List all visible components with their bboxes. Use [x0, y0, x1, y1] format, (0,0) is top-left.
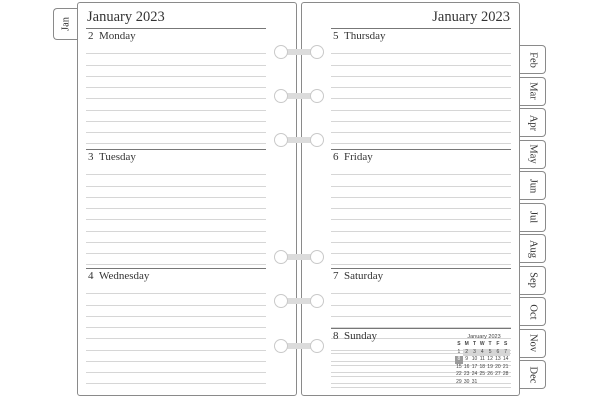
tab-label: May — [527, 144, 538, 164]
day-header — [331, 149, 511, 164]
note-line[interactable] — [86, 111, 266, 122]
mini-calendar — [455, 333, 513, 386]
mini-calendar-day: 1 — [457, 348, 461, 355]
binder-ring — [274, 89, 324, 103]
note-line[interactable] — [331, 43, 511, 54]
mini-calendar-day: 20 — [495, 363, 501, 370]
day-number: 8 — [333, 330, 339, 342]
mini-calendar-day: 19 — [487, 363, 493, 370]
day-header — [86, 149, 266, 164]
note-line[interactable] — [86, 283, 266, 294]
mini-calendar-day: 12 — [487, 356, 493, 362]
day-name: Sunday — [344, 330, 377, 342]
mini-calendar-day: 17 — [471, 363, 478, 370]
note-line[interactable] — [86, 66, 266, 77]
left-page — [77, 2, 297, 396]
note-line[interactable] — [331, 306, 511, 317]
mini-calendar-day: 18 — [479, 363, 486, 370]
note-line[interactable] — [331, 99, 511, 110]
mini-calendar-day — [486, 379, 494, 387]
mini-calendar-day: 26 — [487, 371, 493, 377]
mini-calendar-day: 21 — [502, 363, 509, 370]
left-page-title: January 2023 — [87, 9, 165, 25]
tab-label: Aug — [527, 239, 538, 258]
note-line[interactable] — [86, 164, 266, 175]
mini-calendar-day: 28 — [502, 371, 509, 377]
day-name: Monday — [99, 30, 136, 42]
day-section-thursday — [331, 29, 511, 144]
mini-calendar-weekday: T — [472, 341, 477, 347]
note-line[interactable] — [331, 66, 511, 77]
note-line[interactable] — [86, 362, 266, 373]
note-line[interactable] — [86, 209, 266, 220]
note-line[interactable] — [86, 175, 266, 186]
mini-calendar-day: 23 — [463, 371, 470, 377]
mini-calendar-day: 13 — [495, 356, 501, 362]
tab-label: Jun — [527, 178, 538, 193]
note-line[interactable] — [331, 122, 511, 133]
mini-calendar-day: 3 — [471, 349, 479, 357]
note-line[interactable] — [86, 43, 266, 54]
note-line[interactable] — [331, 164, 511, 175]
note-lines[interactable] — [331, 164, 511, 265]
day-header — [331, 29, 511, 43]
day-name: Tuesday — [99, 151, 136, 163]
tab-jan-label: Jan — [60, 17, 71, 31]
mini-calendar-day: 9 — [465, 356, 469, 362]
note-line[interactable] — [86, 54, 266, 65]
note-line[interactable] — [86, 351, 266, 362]
note-line[interactable] — [331, 198, 511, 209]
mini-calendar-day — [478, 379, 486, 387]
day-header — [86, 29, 266, 43]
mini-calendar-grid — [455, 341, 513, 386]
tab-may[interactable] — [520, 140, 546, 169]
mini-calendar-day: 14 — [502, 356, 509, 362]
binder-ring — [274, 45, 324, 59]
note-line[interactable] — [86, 187, 266, 198]
day-number: 6 — [333, 151, 339, 163]
note-line[interactable] — [86, 243, 266, 254]
note-line[interactable] — [86, 88, 266, 99]
tab-aug[interactable] — [520, 234, 546, 263]
right-page-title: January 2023 — [432, 9, 510, 25]
day-name: Wednesday — [99, 270, 150, 282]
tab-label: Nov — [527, 333, 538, 353]
note-lines[interactable] — [86, 43, 266, 144]
mini-calendar-day: 22 — [456, 371, 462, 377]
mini-calendar-day: 11 — [479, 356, 485, 362]
note-line[interactable] — [86, 339, 266, 350]
note-line[interactable] — [86, 373, 266, 384]
tab-label: Feb — [527, 51, 538, 68]
note-line[interactable] — [86, 133, 266, 144]
tab-label: Mar — [527, 82, 538, 100]
note-line[interactable] — [331, 187, 511, 198]
note-line[interactable] — [86, 294, 266, 305]
mini-calendar-day: 10 — [471, 356, 478, 362]
note-line[interactable] — [331, 232, 511, 243]
mini-calendar-day: 30 — [463, 378, 470, 385]
mini-calendar-day — [502, 379, 510, 387]
note-line[interactable] — [86, 317, 266, 328]
tab-mar[interactable] — [520, 77, 546, 106]
day-number: 2 — [88, 30, 94, 42]
mini-calendar-day: 2 — [463, 349, 471, 357]
tab-label: Sep — [527, 272, 538, 288]
tab-nov[interactable] — [520, 329, 546, 358]
tab-sep[interactable] — [520, 266, 546, 295]
day-header — [86, 268, 266, 283]
mini-calendar-day: 16 — [463, 363, 470, 370]
mini-calendar-title: January 2023 — [467, 334, 501, 340]
day-header — [331, 268, 511, 283]
tab-oct[interactable] — [520, 297, 546, 326]
day-section-wednesday — [86, 268, 266, 384]
day-section-monday — [86, 29, 266, 144]
mini-calendar-weekday: F — [496, 341, 500, 347]
tab-label: Apr — [527, 114, 538, 131]
note-line[interactable] — [331, 133, 511, 144]
mini-calendar-day: 24 — [471, 371, 478, 377]
note-line[interactable] — [331, 294, 511, 305]
day-section-tuesday — [86, 149, 266, 265]
mini-calendar-day: 6 — [494, 349, 502, 357]
note-line[interactable] — [86, 99, 266, 110]
mini-calendar-day — [494, 379, 502, 387]
tab-label: Jul — [527, 210, 538, 224]
day-section-friday — [331, 149, 511, 265]
day-number: 7 — [333, 270, 339, 282]
tab-label: Oct — [527, 303, 538, 320]
tab-jan[interactable] — [53, 8, 77, 40]
tab-dec[interactable] — [520, 360, 546, 389]
note-line[interactable] — [331, 77, 511, 88]
mini-calendar-day: 29 — [456, 378, 462, 385]
note-lines[interactable] — [86, 283, 266, 384]
day-name: Thursday — [344, 30, 386, 42]
day-number: 5 — [333, 30, 339, 42]
mini-calendar-weekday: S — [457, 341, 461, 347]
note-line[interactable] — [331, 220, 511, 231]
binder-ring — [274, 133, 324, 147]
note-lines[interactable] — [86, 164, 266, 265]
binder-ring — [274, 294, 324, 308]
mini-calendar-day: 8 — [455, 356, 463, 364]
note-line[interactable] — [331, 88, 511, 99]
binder-ring — [274, 339, 324, 353]
note-line[interactable] — [331, 209, 511, 220]
note-line[interactable] — [331, 175, 511, 186]
day-number: 3 — [88, 151, 94, 163]
note-line[interactable] — [86, 122, 266, 133]
note-line[interactable] — [86, 77, 266, 88]
day-name: Saturday — [344, 270, 384, 282]
mini-calendar-weekday: T — [488, 341, 492, 347]
note-line[interactable] — [86, 306, 266, 317]
tab-jul[interactable] — [520, 203, 546, 232]
note-line[interactable] — [331, 243, 511, 254]
mini-calendar-day: 25 — [479, 371, 486, 377]
tab-label: Dec — [527, 366, 538, 383]
day-number: 4 — [88, 270, 94, 282]
note-line[interactable] — [86, 232, 266, 243]
note-line[interactable] — [86, 198, 266, 209]
note-line[interactable] — [86, 220, 266, 231]
mini-calendar-day: 7 — [502, 349, 510, 357]
mini-calendar-day: 5 — [486, 349, 494, 357]
note-line[interactable] — [331, 111, 511, 122]
mini-calendar-weekday: W — [479, 341, 485, 347]
day-name: Friday — [344, 151, 373, 163]
note-line[interactable] — [331, 317, 511, 328]
tab-jun[interactable] — [520, 171, 546, 200]
mini-calendar-day: 15 — [456, 363, 462, 370]
note-line[interactable] — [331, 283, 511, 294]
note-lines[interactable] — [331, 43, 511, 144]
tab-feb[interactable] — [520, 45, 546, 74]
binder-ring — [274, 250, 324, 264]
mini-calendar-weekday: S — [504, 341, 508, 347]
note-line[interactable] — [331, 54, 511, 65]
mini-calendar-day: 31 — [471, 378, 478, 385]
mini-calendar-day: 27 — [495, 371, 501, 377]
note-line[interactable] — [86, 254, 266, 265]
mini-calendar-weekday: M — [464, 341, 469, 347]
tab-apr[interactable] — [520, 108, 546, 137]
note-line[interactable] — [331, 254, 511, 265]
note-line[interactable] — [86, 328, 266, 339]
mini-calendar-day: 4 — [478, 349, 486, 357]
